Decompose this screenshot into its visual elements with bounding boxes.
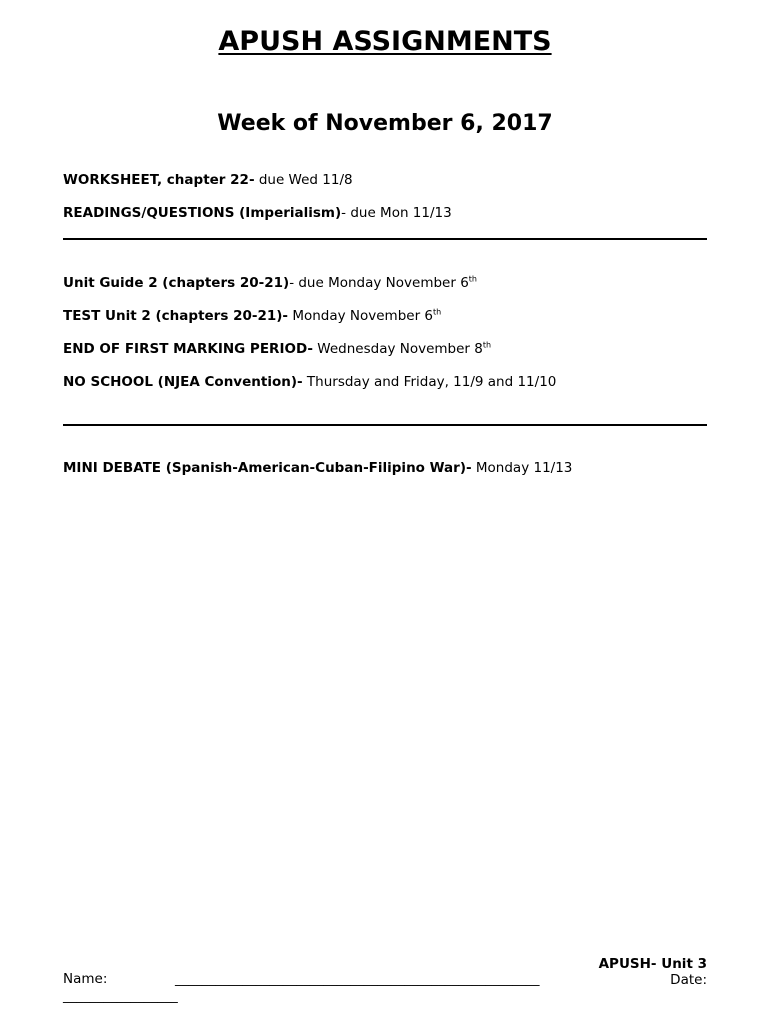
page-title: APUSH ASSIGNMENTS [218, 26, 552, 57]
name-label: Name: [63, 971, 108, 987]
assignment-test: TEST Unit 2 (chapters 20-21)- Monday November 6th [63, 307, 442, 324]
no-school-notice: NO SCHOOL (NJEA Convention)- Thursday and Friday, 11/9 and 11/10 [63, 374, 557, 390]
divider-2 [63, 424, 707, 426]
date-blank-line: _________________ [63, 988, 178, 1004]
footer-unit-date [599, 956, 707, 988]
unit-label: APUSH- Unit 3 [598, 956, 707, 972]
assignment-mini-debate: MINI DEBATE (Spanish-American-Cuban-Filipino War)- Monday 11/13 [63, 460, 573, 476]
assignment-unit-guide: Unit Guide 2 (chapters 20-21)- due Monday November 6th [63, 274, 478, 291]
week-heading: Week of November 6, 2017 [217, 111, 553, 136]
date-label: Date: [670, 972, 707, 988]
assignment-worksheet: WORKSHEET, chapter 22- due Wed 11/8 [63, 172, 353, 188]
assignment-readings: READINGS/QUESTIONS (Imperialism)- due Mon 11/13 [63, 205, 452, 221]
marking-period-end: END OF FIRST MARKING PERIOD- Wednesday November 8th [63, 340, 492, 357]
name-blank-line: ______________________________________________________ [175, 971, 540, 987]
divider-1 [63, 238, 707, 240]
